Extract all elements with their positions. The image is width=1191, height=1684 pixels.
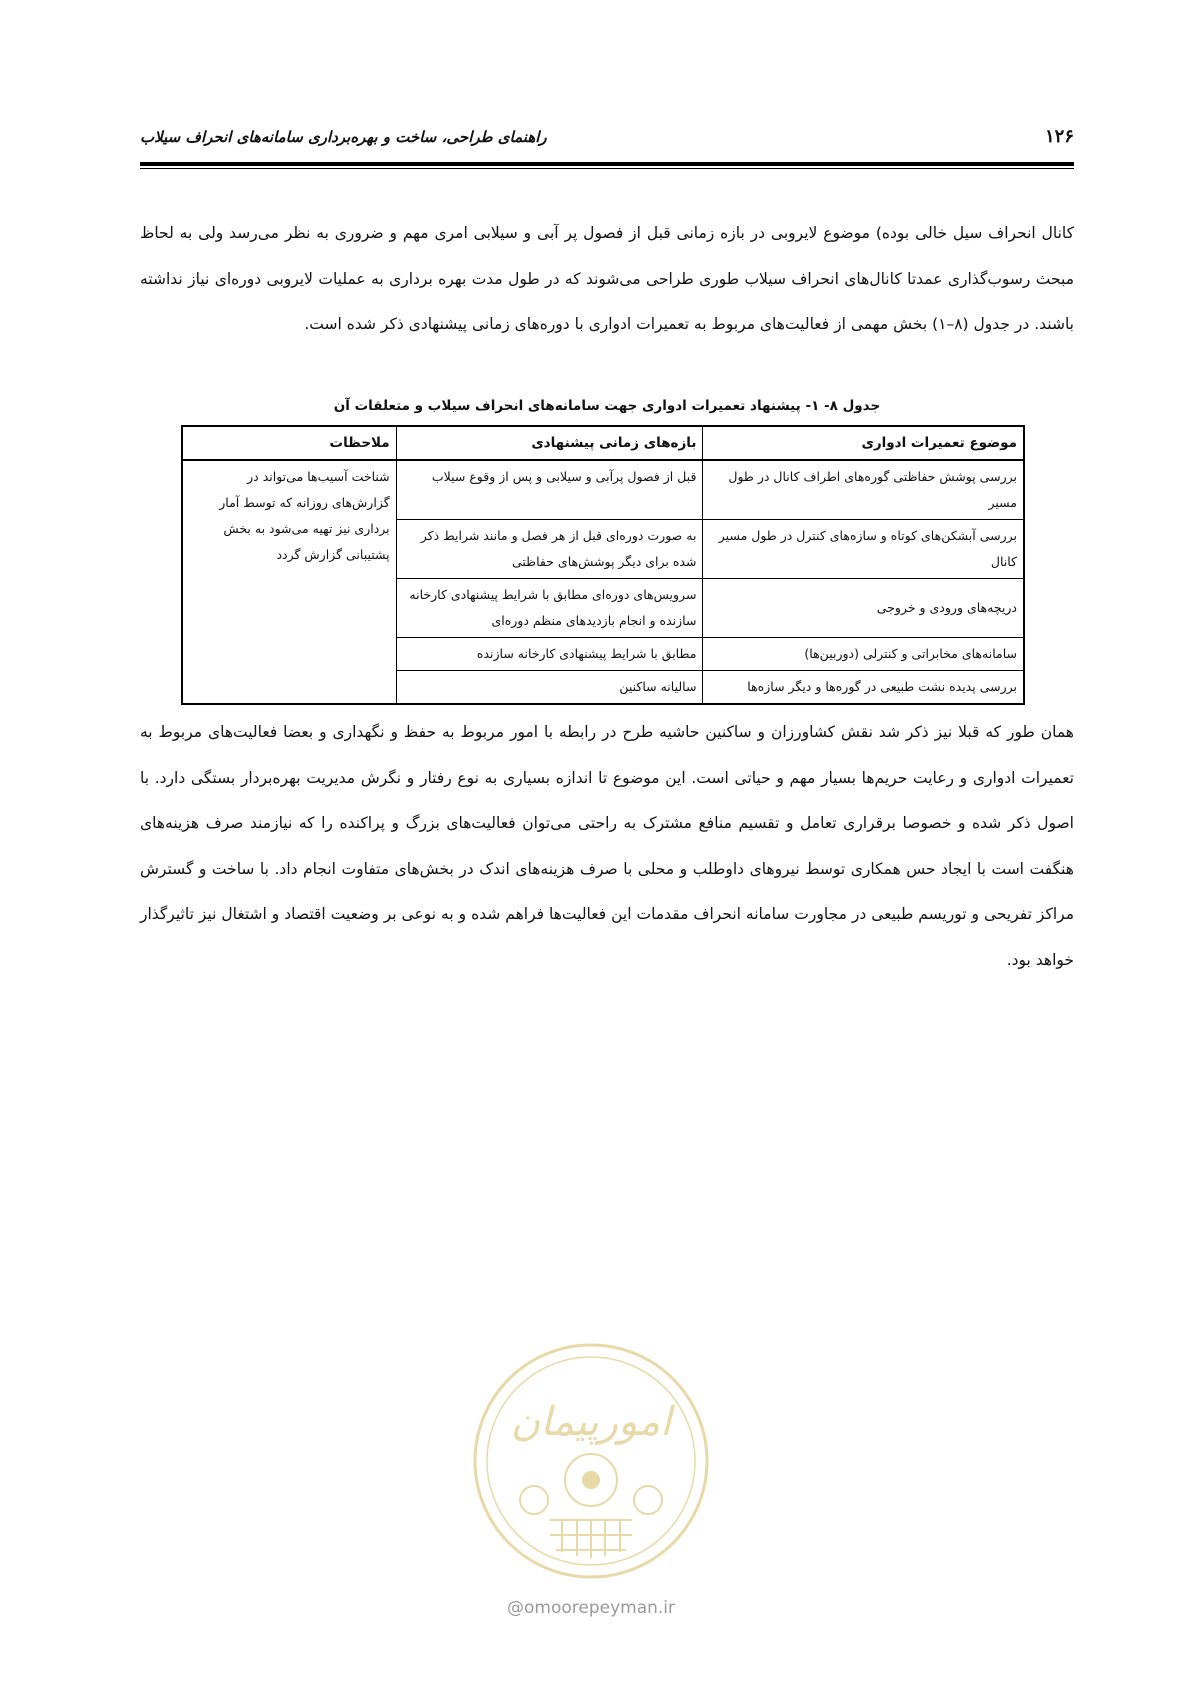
cell-topic: بررسی آبشکن‌های کوتاه و سازه‌های کنترل در طول مسیر کانال xyxy=(703,520,1024,579)
body-paragraph-1: کانال انحراف سیل خالی بوده) موضوع لایروبی در بازه زمانی قبل از فصول پر آبی و سیلابی امری مهم و ضروری به نظر می‌رسد ولی به لحاظ مبحث رسوب‌گذاری عمدتا کانال‌های انحراف سیلاب طوری طراحی می‌شوند که در طول مدت بهره برداری به عملیات لایروبی دوره‌ای نیاز نداشته باشند. در جدول (۸–۱) بخش مهمی از فعالیت‌های مربوط به تعمیرات ادواری با دوره‌های زمانی پیشنهادی ذکر شده است. xyxy=(140,224,1074,333)
cell-period: به صورت دوره‌ای قبل از هر فصل و مانند شرایط ذکر شده برای دیگر پوشش‌های حفاظتی xyxy=(396,520,703,579)
running-header xyxy=(140,118,1074,148)
cell-period: قبل از فصول پرآبی و سیلابی و پس از وقوع سیلاب xyxy=(396,460,703,520)
table-header-row xyxy=(182,426,1024,460)
watermark-logo xyxy=(470,1340,712,1582)
header-topic: موضوع تعمیرات ادواری xyxy=(703,426,1024,460)
cell-period: سرویس‌های دوره‌ای مطابق با شرایط پیشنهادی کارخانه سازنده و انجام بازدیدهای منظم دوره‌ای xyxy=(396,579,703,638)
at-icon: @ xyxy=(506,1598,524,1618)
page-number: ۱۲۶ xyxy=(1044,126,1074,147)
body-paragraph-2: همان طور که قبلا نیز ذکر شد نقش کشاورزان و ساکنین حاشیه طرح در رابطه با امور مربوط به حفظ و نگهداری و بعضا فعالیت‌های مربوط به تعمیرات ادواری و رعایت حریم‌ها بسیار مهم و حیاتی است. این موضوع تا اندازه بسیاری به نوع رفتار و نگرش مدیریت بهره‌بردار بستگی دارد. با اصول ذکر شده و خصوصا برقراری تعامل و تقسیم منافع مشترک به راحتی می‌توان فعالیت‌های بزرگ و پراکنده را که نیازمند صرف هزینه‌های هنگفت است با ایجاد حس همکاری توسط نیروهای داوطلب و محلی با صرف هزینه‌های اندک در بخش‌های متفاوت انجام داد. با ساخت و گسترش مراکز تفریحی و توریسم طبیعی در مجاورت سامانه انحراف مقدمات این فعالیت‌ها فراهم شده و به نوعی بر وضعیت اقتصاد و اشتغال نیز تاثیرگذار خواهد بود. xyxy=(140,723,1074,969)
header-notes: ملاحظات xyxy=(182,426,396,460)
cell-topic: سامانه‌های مخابراتی و کنترلی (دوربین‌ها) xyxy=(703,638,1024,671)
cell-notes: شناخت آسیب‌ها می‌تواند در گزارش‌های روزانه که توسط آمار برداری نیز تهیه می‌شود به بخش پشتیبانی گزارش گردد xyxy=(182,460,396,704)
running-header-title: راهنمای طراحی، ساخت و بهره‌برداری سامانه‌های انحراف سیلاب xyxy=(140,128,547,146)
table-row xyxy=(182,460,1024,520)
cell-period: سالیانه ساکنین xyxy=(396,671,703,705)
cell-topic: دریچه‌های ورودی و خروجی xyxy=(703,579,1024,638)
cell-topic: بررسی پدیده نشت طبیعی در گوره‌ها و دیگر سازه‌ها xyxy=(703,671,1024,705)
cell-topic: بررسی پوشش حفاظتی گوره‌های اطراف کانال در طول مسیر xyxy=(703,460,1024,520)
header-period: بازه‌های زمانی پیشنهادی xyxy=(396,426,703,460)
maintenance-table xyxy=(181,425,1025,705)
cell-period: مطابق با شرایط پیشنهادی کارخانه سازنده xyxy=(396,638,703,671)
watermark-logo-text: امورپیمان xyxy=(510,1399,672,1445)
watermark-url-text: omoorepeyman.ir xyxy=(523,1598,676,1618)
header-rule-thin xyxy=(140,168,1074,169)
header-rule-thick xyxy=(140,162,1074,166)
table-caption: جدول ۸- ۱- پیشنهاد تعمیرات ادواری جهت سامانه‌های انحراف سیلاب و متعلقات آن xyxy=(333,398,881,414)
watermark-url xyxy=(470,1598,712,1618)
